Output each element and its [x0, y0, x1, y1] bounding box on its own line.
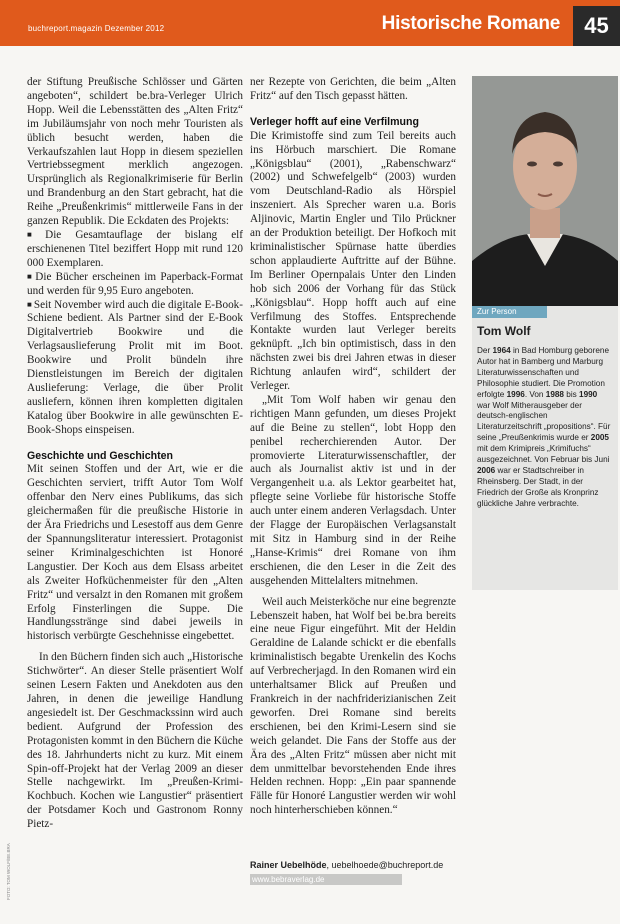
photo-credit: FOTO: TOM WOLF/BE.BRA — [6, 843, 11, 900]
author-photo — [472, 76, 618, 306]
author-credit: Rainer Uebelhöde, uebelhoede@buchreport.de — [250, 860, 444, 870]
paragraph: der Stiftung Preußische Schlösser und Gärten angeboten“, schildert be.bra-Verleger Ulrich Hopp. Weil die Lebensstätten des „Alten Fritz“ im Jubiläumsjahr von noch mehr Touristen als üblich besucht werden, haben die Verkaufszahlen laut Hopp in diesem speziellen Vertriebssegment merklich angezogen. Ursprünglich als Regionalkrimiserie für Berlin und Brandenburg an den Start gebracht, hat die Reihe „Preußenkrimis“ mittlerweile Fans in der ganzen Republik. Die Eckdaten des Projekts: — [27, 76, 243, 228]
bullet-item: ■ Seit November wird auch die digitale E-Book-Schiene bedient. Als Partner sind der E-Book Digitalvertrieb Bookwire und die Verlagsauslieferung Prolit mit im Boot. Bookwire und Prolit bündeln ihre Dienstleistungen im Bereich der digitalen Auslieferung: Verlage, die über Prolit ausliefern, können ihren kompletten digitalen Katalog über Bookwire in alle gewünschten E-Book-Shops einspeisen. — [27, 299, 243, 438]
section-title: Historische Romane — [381, 13, 560, 34]
publisher-link[interactable]: www.bebraverlag.de — [250, 874, 402, 885]
article-column-2 — [250, 76, 456, 818]
page-header — [0, 0, 620, 46]
paragraph: Weil auch Meisterköche nur eine begrenzte Lebenszeit haben, hat Wolf bei be.bra bereits eine neue Figur eingeführt. Mit der Heldin Geraldine de Lalande schickt er die ebenfalls kriminalistisch begabte Urenkelin des Kochs auf Verbrecherjagd. In den Romanen wird ein unterhaltsamer Blick auf Preußen und Frankreich in der nachfriderizianischen Zeit geworfen. Drei Romane sind bereits erschienen, bei den Krimi-Lesern sind sie weich gelandet. Die Fans der Stoffe aus der Ära des „Alten Fritz“ müssen aber nicht mit dem unmittelbar bevorstehenden Ende ihres Helden rechnen. Hopp: „Ein paar spannende Fälle für Honoré Langustier werden wir wohl noch hinterherschieben können.“ — [250, 595, 456, 817]
bullet-item: ■ Die Bücher erscheinen im Paperback-Format und werden für 9,95 Euro angeboten. — [27, 271, 243, 299]
bullet-icon — [27, 229, 45, 241]
article-column-1 — [27, 76, 243, 832]
subheading: Geschichte und Geschichten — [27, 449, 173, 462]
person-infobox — [472, 306, 618, 590]
infobox-tag: Zur Person — [472, 306, 547, 318]
paragraph: In den Büchern finden sich auch „Historische Stichwörter“. An dieser Stelle präsentiert Wolf seinen Lesern Fakten und Anekdoten aus den Jahren, in denen die jeweilige Handlung angesiedelt ist. Der Geschmackssinn wird auch bedient. Aufgrund der Profession des Protagonisten kommt in den Büchern die Küche des 18. Jahrhunderts nicht zu kurz. Mit einem Spin-off-Projekt hat der Verlag 2009 an dieser Stelle nachgewirkt. Im „Preußen-Krimi-Kochbuch. Kochen wie Langustier“ präsentiert der Potsdamer Koch und Gastronom Ronny Pietz- — [27, 651, 243, 831]
bullet-item: ■ Die Gesamtauflage der bislang elf erschienenen Titel beziffert Hopp mit rund 120 000 Exemplaren. — [27, 229, 243, 271]
paragraph: „Mit Tom Wolf haben wir genau den richtigen Mann gefunden, um dieses Projekt auf die Beine zu stellen“, lobt Hopp den penibel recherchierenden Autor. Der promovierte Literaturwissenschaftler, der auch als Journalist aktiv ist und in der Vergangenheit u.a. als Lektor gearbeitet hat, pflegte seine Vorliebe für historische Stoffe auch unter einem anderen Verlagsdach. Unter der Flagge der Europäischen Verlagsanstalt mit Sitz in Hamburg sind in der Reihe „Hanse-Krimis“ drei Romane von ihm erschienen, die den Leser in die Zeit des ausgehenden Mittelalters mitnehmen. — [250, 393, 456, 587]
paragraph: ner Rezepte von Gerichten, die beim „Alten Fritz“ auf den Tisch gepasst hätten. — [250, 76, 456, 102]
person-name: Tom Wolf — [477, 324, 531, 338]
publication-label: buchreport.magazin Dezember 2012 — [28, 24, 165, 33]
paragraph: Mit seinen Stoffen und der Art, wie er die Geschichten serviert, trifft Autor Tom Wolf offenbar den Nerv eines Publikums, das sich gleichermaßen für die preußische Historie in der Ära Friedrichs und Lesestoff aus dem Genre der Spannungsliteratur interessiert. Protagonist seiner Kriminalgeschichten ist Honoré Langustier. Der Koch aus dem Elsass arbeitet als Zweiter Hofküchenmeister für den „Alten Fritz“ und versalzt in den Romanen mit großem Erfolg Finsterlingen die Suppe. Die Handlungsstränge sind dabei jeweils in historisch verbürgte Geschehnisse eingebettet. — [27, 463, 243, 643]
person-bio: Der 1964 in Bad Homburg geborene Autor hat in Bamberg und Marburg Literaturwissenschaften und Philosophie studiert. Die Promotion erfolgte 1996. Von 1988 bis 1990 war Wolf Mitherausgeber der deutsch-englischen Literaturzeitschrift „propositions“. Für seine „Preußenkrimis wurde er 2005 mit dem Krimipreis „Krimifuchs“ ausgezeichnet. Von Februar bis Juni 2006 war er Stadtschreiber in Rheinsberg. Der Stadt, in der Friedrich der Große als Kronprinz glückliche Jahre verbrachte. — [477, 346, 611, 508]
subheading: Verleger hofft auf eine Verfilmung — [250, 115, 419, 128]
page-number: 45 — [573, 6, 620, 46]
paragraph: Die Krimistoffe sind zum Teil bereits auch ins Hörbuch marschiert. Die Romane „Königsblau“ (2001), „Rabenschwarz“ (2002) und Schwefelgelb“ (2003) wurden vom Deutschland-Radio als Hörspiel inszeniert. Als Sprecher waren u.a. Boris Aljinovic, Martin Engler und Tilo Prückner an der Produktion beteiligt. Der Hofkoch mit kriminalistischer Spürnase hatte überdies schon applaudierte Auftritte auf der Bühne. Im Berliner Opernpalais Unter den Linden hob sich 2006 der Vorhang für das Stück „Königsblau“. Hopp hofft auch auf eine Verfilmung des Stoffes. Entsprechende Kontakte wurden laut Verleger bereits geknüpft. „Ich bin optimistisch, dass in den nächsten zwei bis drei Jahren etwas in dieser Richtung anlaufen wird“, schildert der Verleger. — [250, 129, 456, 393]
bullet-icon — [27, 299, 34, 311]
